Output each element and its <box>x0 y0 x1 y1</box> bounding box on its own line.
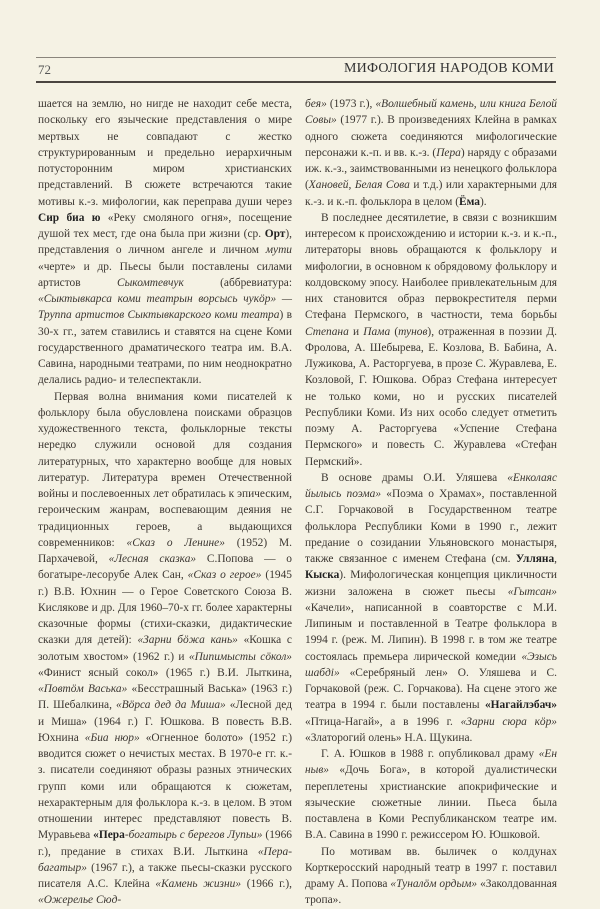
text-run: (1945 г.) В.В. Юхнин — о Герое Советского Союза В. Кислякове и др. Для 1960–70-х гг. более характерны сказочные формы (стихи-сказки, дидактические сказки для детей): <box>38 569 292 647</box>
text-run: «черте» и др. Пьесы были поставлены силами артистов <box>38 260 292 289</box>
text-run: ). <box>479 195 487 208</box>
italic-title: «Вӧрса дед да Миша» <box>116 699 226 712</box>
text-run: ), представления о личном ангеле и личном <box>38 228 292 257</box>
italic-title: «Гытсан» <box>507 585 557 598</box>
paragraph <box>38 96 292 389</box>
bold-term: «Пера <box>93 829 125 842</box>
text-run: (1966 г.), предание в стихах В.И. Лыткина <box>38 829 292 858</box>
text-run: С.Попова — о богатыре-лесорубе Алек Сан, <box>38 553 292 582</box>
paragraph <box>38 389 292 909</box>
italic-title: «Енколаяс йылысь поэма» <box>305 471 557 500</box>
text-run: «Птица-Нагай», а в 1996 г. <box>305 715 461 728</box>
italic-title: мути <box>265 244 292 257</box>
text-run: (аббревиатура: <box>183 276 293 289</box>
bold-term: Сир биа ю <box>38 211 101 224</box>
text-run: шается на землю, но нигде не находит себе места, поскольку его языческие представления о мире мертвых не совпадают с жестко структурированным и предельно иерархичным потусторонним миром христианских представлений. В сюжете встречаются такие мотивы к.-з. мифологии, как переправа души через <box>38 98 292 208</box>
text-run: «Лесной дед и Миша» (1964 г.) Г. Юшкова. В повесть В.В. Юхнина <box>38 699 292 744</box>
text-run: Г. А. Юшков в 1988 г. опубликовал драму <box>321 748 539 760</box>
italic-title: «Ожерелье Сюд- <box>38 894 122 907</box>
text-run: «Огненное болото» (1952 г.) вводится сюжет о нечистых местах. В 1970-е гг. к.-з. писатели соединяют образы разных этнических групп коми или обращаются к сюжетам, нехарактерным для фольклора к.-з. в целом. В этом отношении интерес представляют повесть В. Муравьева <box>38 731 293 842</box>
italic-title: «Сказ о герое» <box>187 569 262 582</box>
text-run: и <box>348 325 364 338</box>
text-column-left <box>38 96 292 909</box>
text-run: (1967 г.), а также пьесы-сказки русского писателя А.С. Клейна <box>38 861 292 890</box>
page-number: 72 <box>38 62 51 77</box>
italic-title: «Зарни сюра кӧр» <box>460 715 557 728</box>
text-run: «Дочь Бога», в которой дуалистически переплетены христианские апокрифические и языческие сюжетные линии. Пьеса была поставлена в Коми Республиканском театре им. В.А. Савина в 1990 г. режиссером Ю. Юшковой. <box>305 764 557 842</box>
text-run: ), отраженная в поэзии Д. Фролова, А. Шебырева, Е. Козлова, В. Бабина, А. Лужикова, А. Расторгуева, в прозе С. Журавлева, Е. Козловой, Г. Юшкова. Образ Стефана интересует не только коми, но и русских писателей Республики Коми. Из них особо следует отметить поэму А. Расторгуева «Успение Стефана Пермского» и повесть С. Журавлева «Стефан Пермский». <box>305 325 557 468</box>
italic-title: Хановей, Белая Сова <box>308 179 410 192</box>
text-run: «Серебряный лен» О. Уляшева и С. Горчаковой (реж. С. Горчакова). На сцене этого же театра в 1994 г. были поставлены <box>305 666 557 712</box>
paragraph <box>305 470 557 746</box>
text-column-right <box>305 96 557 909</box>
italic-title: «Пипимысты сӧкол» <box>188 650 292 663</box>
italic-title: «Повтӧм Васька» <box>38 683 128 695</box>
paragraph <box>305 746 557 844</box>
text-run: и т.д.) или характерными для к.-з. и к.-п. фольклора в целом ( <box>305 179 557 208</box>
italic-title: «Туналӧм ордым» <box>390 878 478 890</box>
bold-term: Кыска <box>305 569 340 582</box>
bold-term: Орт <box>264 228 286 240</box>
text-run: «Реку смоляного огня», посещение душой тех мест, где она была при жизни (ср. <box>38 211 292 240</box>
text-run: (1966 г.), <box>241 878 292 890</box>
bold-term: Ёма <box>459 195 480 208</box>
text-run: (1977 г.). В произведениях Клейна в рамках одного сюжета соединяются мифологические персонажи к.-п. и вв. к.-з. ( <box>305 114 557 159</box>
italic-title: «Волшебный камень, или книга Белой Совы» <box>305 98 557 127</box>
paragraph <box>305 96 557 210</box>
text-run: , <box>554 553 557 565</box>
text-run: «Златорогий олень» Н.А. Щукина. <box>305 731 473 744</box>
text-run: В последнее десятилетие, в связи с возникшим интересом к происхождению и истории к.-з. и к.-п., литераторы вновь обращаются к фольклору и мифологии, в основном к обрядовому фольклору и колдовскому эпосу. Наиболее привлекательным для них становится образ первокрестителя перми Стефана Пермского, в частности, тема борьбы <box>305 211 557 322</box>
italic-title: «Сыктывкарса коми театрын ворсысь чукӧр» — Труппа артистов Сыктывкарского коми театра <box>38 293 292 322</box>
italic-title: -богатырь с берегов Лупьи» <box>124 829 263 842</box>
header-rule-thin <box>36 57 556 58</box>
italic-title: Пама <box>363 325 391 338</box>
italic-title: «Эзысь шабді» <box>305 650 557 679</box>
running-head-title: МИФОЛОГИЯ НАРОДОВ КОМИ <box>344 61 554 76</box>
header-rule-thick <box>36 81 556 83</box>
italic-title: «Зарни бӧжа кань» <box>137 634 238 647</box>
text-run: ( <box>390 325 399 338</box>
text-run: «Финист ясный сокол» (1965 г.) В.И. Лыткина, <box>38 666 292 679</box>
text-run: «Кошка с золотым хвостом» (1962 г.) и <box>38 634 292 663</box>
text-run: ) наряду с образами иж. к.-з., заимствованными из ненецкого фольклора ( <box>305 146 557 192</box>
italic-title: «Ен ныв» <box>305 748 557 777</box>
italic-title: «Камень жизни» <box>155 878 242 890</box>
bold-term: Уллянa <box>515 553 555 565</box>
text-run: ). Мифологическая концепция цикличности жизни заложена в сюжет пьесы <box>305 569 557 598</box>
italic-title: Пера <box>436 146 461 159</box>
italic-title: «Биа нюр» <box>84 731 140 744</box>
italic-title: «Пера-багатыр» <box>38 845 292 874</box>
text-run: (1973 г.), <box>326 98 376 110</box>
text-run: ) в 30-х гг., затем ставились и ставятся на сцене Коми государственного драматического театра им. В.А. Савина, народными театрами, по ним неоднократно делались радио- и телеспектакли. <box>38 309 292 387</box>
italic-title: бея» <box>305 98 327 110</box>
text-run: (1952) М. Пархачевой, <box>38 536 292 565</box>
italic-title: Степана <box>305 325 349 338</box>
bold-term: «Нагайлэбач» <box>484 699 557 712</box>
italic-title: «Сказ о Ленине» <box>126 536 225 549</box>
text-run: «Поэма о Храмах», поставленной С.Г. Горчаковой в Государственном театре фольклора Республики Коми в 1990 г., лежит предание о созидании Ульяновского монастыря, также связанное с именем Стефана (см. <box>305 488 557 565</box>
text-run: По мотивам вв. быличек о колдунах Корткеросский народный театр в 1997 г. поставил драму А. Попова <box>305 845 557 890</box>
italic-title: «Лесная сказка» <box>108 553 197 565</box>
text-run: «Бесстрашный Васька» (1963 г.) П. Шебалкина, <box>38 683 292 712</box>
italic-title: тунов <box>398 325 428 338</box>
text-run: Первая волна внимания коми писателей к фольклору была обусловлена поисками образцов художественного текста, фольклорные тексты нередко служили основой для создания литературных, что характерно вообще для новых литератур. Литература времен Отечественной войны и послевоенных лет обратилась к эпическим, героическим жанрам, воспевающим деяния не традиционных героев, а выдающихся современников: <box>38 390 292 549</box>
paragraph <box>305 210 557 470</box>
text-run: В основе драмы О.И. Уляшева <box>321 471 508 484</box>
text-run: «Качели», написанной в соавторстве с М.И. Липиным и поставленной в Театре фольклора в 1994 г. (реж. М. Липин). В 1998 г. в том же театре состоялась премьера лирической комедии <box>305 601 557 663</box>
italic-title: Сыкомтевчук <box>117 276 184 289</box>
paragraph <box>305 844 557 909</box>
text-run: «Заколдованная тропа». <box>305 878 557 907</box>
